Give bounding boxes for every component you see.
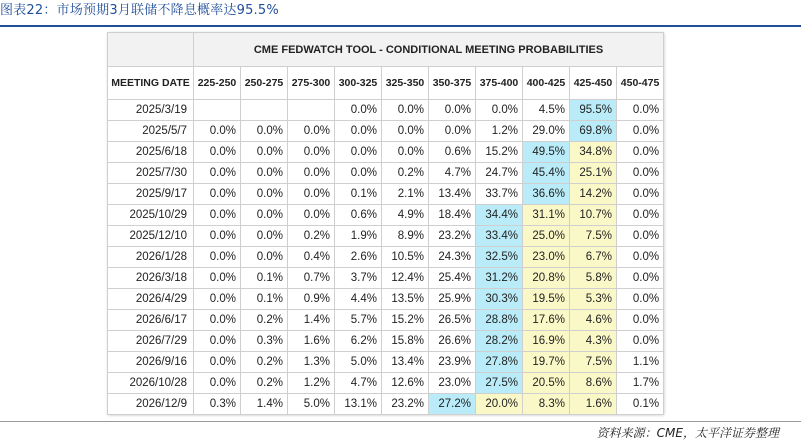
probability-cell: 36.6%	[523, 184, 570, 205]
probability-cell: 24.3%	[429, 247, 476, 268]
header-rate-range: 400-425	[523, 67, 570, 100]
probability-cell: 1.3%	[288, 352, 335, 373]
meeting-date-cell: 2026/1/28	[108, 247, 194, 268]
probability-cell: 0.9%	[288, 289, 335, 310]
meeting-date-cell: 2026/7/29	[108, 331, 194, 352]
table-row	[108, 268, 664, 289]
header-rate-range: 275-300	[288, 67, 335, 100]
probability-cell: 8.9%	[382, 226, 429, 247]
probability-cell: 6.2%	[335, 331, 382, 352]
probability-cell: 0.0%	[617, 142, 664, 163]
probability-cell: 34.8%	[570, 142, 617, 163]
probability-cell: 23.0%	[429, 373, 476, 394]
probability-cell: 0.0%	[194, 331, 241, 352]
header-rate-range: 350-375	[429, 67, 476, 100]
probability-cell: 0.1%	[241, 268, 288, 289]
header-rate-range: 450-475	[617, 67, 664, 100]
probability-cell: 0.0%	[617, 163, 664, 184]
probability-cell: 0.0%	[617, 226, 664, 247]
probability-cell: 1.6%	[288, 331, 335, 352]
meeting-date-cell: 2026/6/17	[108, 310, 194, 331]
probability-cell: 23.2%	[429, 226, 476, 247]
figure-title: 图表22：市场预期3月联储不降息概率达95.5%	[0, 3, 279, 18]
meeting-date-cell: 2025/3/19	[108, 100, 194, 121]
probability-cell: 25.0%	[523, 226, 570, 247]
probability-cell: 1.4%	[241, 394, 288, 415]
probability-cell: 0.0%	[288, 184, 335, 205]
probability-cell: 5.0%	[335, 352, 382, 373]
probability-cell: 0.0%	[617, 268, 664, 289]
probability-cell: 0.0%	[617, 247, 664, 268]
probability-cell: 23.0%	[523, 247, 570, 268]
table-row	[108, 247, 664, 268]
probability-cell: 0.2%	[241, 352, 288, 373]
probability-cell: 0.3%	[194, 394, 241, 415]
probability-cell: 10.5%	[382, 247, 429, 268]
probability-cell: 0.1%	[241, 289, 288, 310]
table-caption: CME FEDWATCH TOOL - CONDITIONAL MEETING PROBABILITIES	[194, 33, 664, 67]
probability-cell: 0.2%	[288, 226, 335, 247]
probability-cell: 25.9%	[429, 289, 476, 310]
probability-cell: 17.6%	[523, 310, 570, 331]
probability-cell: 20.0%	[476, 394, 523, 415]
meeting-date-cell: 2025/10/29	[108, 205, 194, 226]
probability-cell: 0.0%	[617, 100, 664, 121]
table-row	[108, 184, 664, 205]
probability-cell: 0.0%	[382, 100, 429, 121]
probability-cell: 0.0%	[194, 205, 241, 226]
header-rate-range: 425-450	[570, 67, 617, 100]
probability-cell: 33.4%	[476, 226, 523, 247]
probability-cell: 5.7%	[335, 310, 382, 331]
probability-cell: 2.1%	[382, 184, 429, 205]
probability-cell: 27.8%	[476, 352, 523, 373]
header-rate-range: 225-250	[194, 67, 241, 100]
meeting-date-cell: 2025/9/17	[108, 184, 194, 205]
probability-cell: 14.2%	[570, 184, 617, 205]
probability-cell: 7.5%	[570, 352, 617, 373]
table-row	[108, 289, 664, 310]
probability-cell: 23.2%	[382, 394, 429, 415]
source-note: 资料来源：CME，太平洋证券整理	[596, 426, 779, 440]
probability-cell: 0.0%	[241, 121, 288, 142]
header-meeting-date: MEETING DATE	[108, 67, 194, 100]
probability-cell: 15.2%	[476, 142, 523, 163]
probability-cell: 0.0%	[241, 247, 288, 268]
probability-cell: 0.0%	[617, 205, 664, 226]
probability-cell: 0.0%	[194, 247, 241, 268]
probability-cell: 0.0%	[335, 142, 382, 163]
probability-cell: 16.9%	[523, 331, 570, 352]
probability-cell: 0.0%	[194, 121, 241, 142]
probability-cell: 26.5%	[429, 310, 476, 331]
probability-cell: 12.4%	[382, 268, 429, 289]
probability-cell: 0.0%	[194, 163, 241, 184]
probability-cell: 24.7%	[476, 163, 523, 184]
probability-cell: 0.0%	[335, 163, 382, 184]
probability-cell: 0.0%	[241, 184, 288, 205]
probability-cell: 95.5%	[570, 100, 617, 121]
probability-cell: 0.0%	[194, 373, 241, 394]
table-row	[108, 226, 664, 247]
probability-cell: 0.0%	[476, 100, 523, 121]
probability-cell: 31.2%	[476, 268, 523, 289]
probability-cell: 69.8%	[570, 121, 617, 142]
fedwatch-table-container	[107, 32, 663, 414]
probability-cell: 0.0%	[288, 163, 335, 184]
meeting-date-cell: 2026/3/18	[108, 268, 194, 289]
probability-cell: 0.6%	[429, 142, 476, 163]
table-row	[108, 142, 664, 163]
table-row	[108, 163, 664, 184]
table-row	[108, 352, 664, 373]
probability-cell: 15.8%	[382, 331, 429, 352]
meeting-date-cell: 2026/10/28	[108, 373, 194, 394]
probability-cell: 23.9%	[429, 352, 476, 373]
table-corner-cell	[108, 33, 194, 67]
probability-cell: 0.0%	[194, 142, 241, 163]
table-row	[108, 331, 664, 352]
probability-cell: 13.1%	[335, 394, 382, 415]
probability-cell: 0.0%	[241, 163, 288, 184]
header-rate-range: 300-325	[335, 67, 382, 100]
title-divider	[0, 25, 801, 27]
probability-cell: 13.4%	[382, 352, 429, 373]
probability-cell: 0.3%	[241, 331, 288, 352]
probability-cell: 0.0%	[194, 226, 241, 247]
probability-cell: 18.4%	[429, 205, 476, 226]
probability-cell	[194, 100, 241, 121]
probability-cell: 8.3%	[523, 394, 570, 415]
fedwatch-table	[107, 32, 664, 415]
probability-cell: 5.8%	[570, 268, 617, 289]
probability-cell: 0.0%	[335, 100, 382, 121]
probability-cell: 28.8%	[476, 310, 523, 331]
probability-cell: 4.4%	[335, 289, 382, 310]
probability-cell: 0.6%	[335, 205, 382, 226]
probability-cell: 7.5%	[570, 226, 617, 247]
probability-cell: 19.5%	[523, 289, 570, 310]
meeting-date-cell: 2025/12/10	[108, 226, 194, 247]
probability-cell: 30.3%	[476, 289, 523, 310]
probability-cell: 4.7%	[335, 373, 382, 394]
probability-cell: 27.2%	[429, 394, 476, 415]
probability-cell: 26.6%	[429, 331, 476, 352]
probability-cell: 0.0%	[617, 121, 664, 142]
probability-cell: 1.2%	[476, 121, 523, 142]
table-row	[108, 373, 664, 394]
probability-cell: 0.0%	[194, 289, 241, 310]
probability-cell: 0.1%	[617, 394, 664, 415]
meeting-date-cell: 2026/4/29	[108, 289, 194, 310]
probability-cell: 1.9%	[335, 226, 382, 247]
probability-cell: 0.0%	[382, 121, 429, 142]
probability-cell: 0.0%	[617, 331, 664, 352]
probability-cell: 4.5%	[523, 100, 570, 121]
probability-cell: 0.0%	[194, 268, 241, 289]
probability-cell: 13.5%	[382, 289, 429, 310]
probability-cell: 0.0%	[335, 121, 382, 142]
probability-cell: 5.0%	[288, 394, 335, 415]
probability-cell: 3.7%	[335, 268, 382, 289]
probability-cell: 4.7%	[429, 163, 476, 184]
table-row	[108, 100, 664, 121]
meeting-date-cell: 2026/9/16	[108, 352, 194, 373]
header-rate-range: 250-275	[241, 67, 288, 100]
probability-cell: 5.3%	[570, 289, 617, 310]
probability-cell: 12.6%	[382, 373, 429, 394]
probability-cell: 4.6%	[570, 310, 617, 331]
probability-cell: 49.5%	[523, 142, 570, 163]
probability-cell: 19.7%	[523, 352, 570, 373]
meeting-date-cell: 2025/7/30	[108, 163, 194, 184]
probability-cell: 0.2%	[382, 163, 429, 184]
probability-cell: 6.7%	[570, 247, 617, 268]
probability-cell: 4.9%	[382, 205, 429, 226]
probability-cell: 10.7%	[570, 205, 617, 226]
probability-cell: 25.1%	[570, 163, 617, 184]
probability-cell: 1.6%	[570, 394, 617, 415]
probability-cell: 0.2%	[241, 310, 288, 331]
probability-cell: 20.8%	[523, 268, 570, 289]
probability-cell: 31.1%	[523, 205, 570, 226]
probability-cell: 0.0%	[617, 310, 664, 331]
probability-cell: 8.6%	[570, 373, 617, 394]
probability-cell	[288, 100, 335, 121]
meeting-date-cell: 2026/12/9	[108, 394, 194, 415]
header-rate-range: 375-400	[476, 67, 523, 100]
probability-cell: 0.0%	[617, 184, 664, 205]
probability-cell: 0.0%	[194, 352, 241, 373]
probability-cell: 0.0%	[617, 289, 664, 310]
probability-cell: 0.0%	[382, 142, 429, 163]
probability-cell: 0.0%	[194, 184, 241, 205]
footer-divider	[0, 421, 801, 422]
table-row	[108, 310, 664, 331]
probability-cell: 34.4%	[476, 205, 523, 226]
probability-cell: 0.2%	[241, 373, 288, 394]
probability-cell: 27.5%	[476, 373, 523, 394]
probability-cell: 0.0%	[288, 121, 335, 142]
probability-cell: 29.0%	[523, 121, 570, 142]
probability-cell: 1.1%	[617, 352, 664, 373]
probability-cell: 32.5%	[476, 247, 523, 268]
probability-cell	[241, 100, 288, 121]
table-row	[108, 121, 664, 142]
probability-cell: 0.7%	[288, 268, 335, 289]
probability-cell: 0.0%	[194, 310, 241, 331]
table-caption-row	[108, 33, 664, 67]
table-row	[108, 394, 664, 415]
table-header-row	[108, 67, 664, 100]
probability-cell: 2.6%	[335, 247, 382, 268]
probability-cell: 45.4%	[523, 163, 570, 184]
probability-cell: 0.0%	[241, 142, 288, 163]
meeting-date-cell: 2025/5/7	[108, 121, 194, 142]
table-row	[108, 205, 664, 226]
meeting-date-cell: 2025/6/18	[108, 142, 194, 163]
probability-cell: 15.2%	[382, 310, 429, 331]
probability-cell: 0.0%	[288, 142, 335, 163]
probability-cell: 25.4%	[429, 268, 476, 289]
probability-cell: 28.2%	[476, 331, 523, 352]
probability-cell: 20.5%	[523, 373, 570, 394]
probability-cell: 0.0%	[429, 121, 476, 142]
probability-cell: 0.4%	[288, 247, 335, 268]
probability-cell: 1.4%	[288, 310, 335, 331]
probability-cell: 1.7%	[617, 373, 664, 394]
table-body	[108, 100, 664, 415]
probability-cell: 33.7%	[476, 184, 523, 205]
probability-cell: 13.4%	[429, 184, 476, 205]
probability-cell: 0.0%	[241, 226, 288, 247]
probability-cell: 0.0%	[429, 100, 476, 121]
probability-cell: 0.0%	[288, 205, 335, 226]
probability-cell: 1.2%	[288, 373, 335, 394]
probability-cell: 0.1%	[335, 184, 382, 205]
probability-cell: 4.3%	[570, 331, 617, 352]
header-rate-range: 325-350	[382, 67, 429, 100]
probability-cell: 0.0%	[241, 205, 288, 226]
